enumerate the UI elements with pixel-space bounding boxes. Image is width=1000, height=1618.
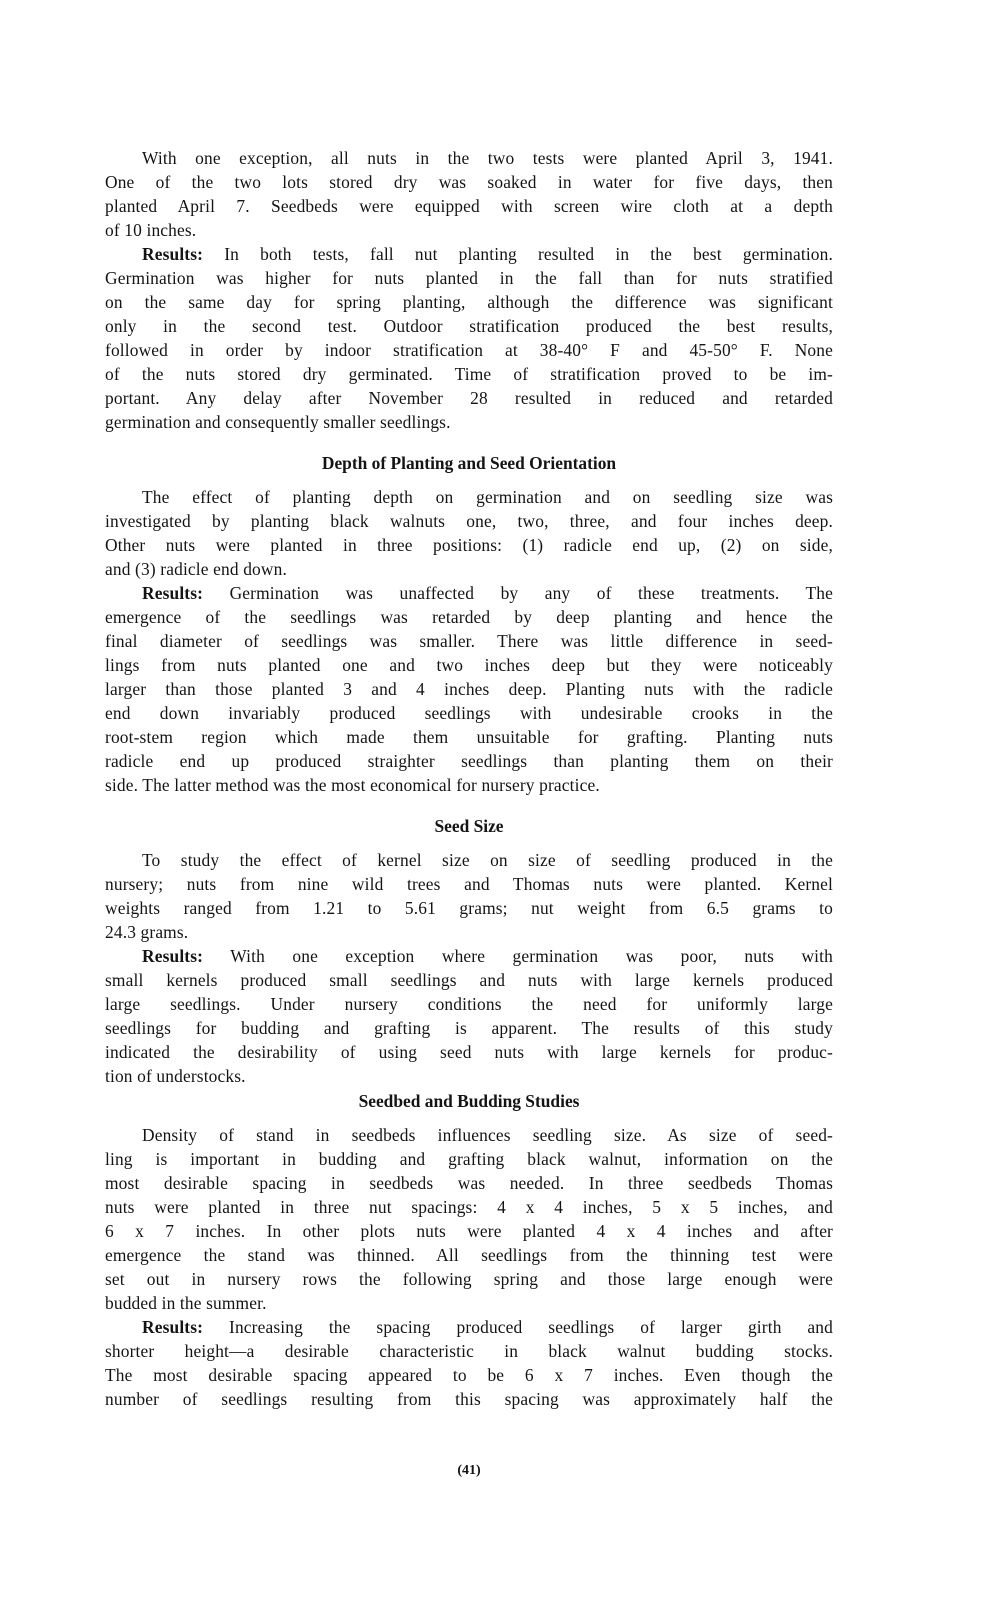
section-heading: Seed Size xyxy=(434,816,504,836)
text-line: seedlings for budding and grafting is apparent. The results of this study xyxy=(105,1018,833,1038)
text-line: 6 x 7 inches. In other plots nuts were planted 4 x 4 inches and after xyxy=(105,1221,833,1241)
text-line: To study the effect of kernel size on size of seedling produced in the xyxy=(142,850,833,870)
text-line: larger than those planted 3 and 4 inches deep. Planting nuts with the radicle xyxy=(105,679,833,699)
text-line: side. The latter method was the most economical for nursery practice. xyxy=(105,775,600,795)
text-line: small kernels produced small seedlings and nuts with large kernels produced xyxy=(105,970,833,990)
text-line: nursery; nuts from nine wild trees and Thomas nuts were planted. Kernel xyxy=(105,874,833,894)
section-heading: Depth of Planting and Seed Orientation xyxy=(321,453,617,473)
text-line: and (3) radicle end down. xyxy=(105,559,287,579)
text-line: radicle end up produced straighter seedlings than planting them on their xyxy=(105,751,833,771)
text-line: With one exception, all nuts in the two tests were planted April 3, 1941. xyxy=(142,148,833,168)
results-label: Results: xyxy=(142,1317,204,1337)
text-line: lings from nuts planted one and two inches deep but they were noticeably xyxy=(105,655,833,675)
text-line: end down invariably produced seedlings with undesirable crooks in the xyxy=(105,703,833,723)
text-line: of the nuts stored dry germinated. Time of stratification proved to be im- xyxy=(105,364,833,384)
text-line: emergence of the seedlings was retarded by deep planting and hence the xyxy=(105,607,833,627)
results-label: Results: xyxy=(142,583,204,603)
text-line: set out in nursery rows the following spring and those large enough were xyxy=(105,1269,833,1289)
text-line: tion of understocks. xyxy=(105,1066,246,1086)
text-line: emergence the stand was thinned. All seedlings from the thinning test were xyxy=(105,1245,833,1265)
text-line: Results: With one exception where germination was poor, nuts with xyxy=(142,946,833,966)
text-line: most desirable spacing in seedbeds was needed. In three seedbeds Thomas xyxy=(105,1173,833,1193)
text-line: weights ranged from 1.21 to 5.61 grams; nut weight from 6.5 grams to xyxy=(105,898,833,918)
text-line: followed in order by indoor stratification at 38-40° F and 45-50° F. None xyxy=(105,340,833,360)
text-line: Density of stand in seedbeds influences seedling size. As size of seed- xyxy=(142,1125,833,1145)
results-label: Results: xyxy=(142,946,204,966)
text-line: Results: Increasing the spacing produced seedlings of larger girth and xyxy=(142,1317,833,1337)
text-line: final diameter of seedlings was smaller. There was little difference in seed- xyxy=(105,631,833,651)
text-line: investigated by planting black walnuts one, two, three, and four inches deep. xyxy=(105,511,833,531)
text-line: portant. Any delay after November 28 resulted in reduced and retarded xyxy=(105,388,833,408)
text-line: nuts were planted in three nut spacings: 4 x 4 inches, 5 x 5 inches, and xyxy=(105,1197,833,1217)
text-line: shorter height—a desirable characteristic in black walnut budding stocks. xyxy=(105,1341,833,1361)
results-label: Results: xyxy=(142,244,204,264)
text-line: root-stem region which made them unsuitable for grafting. Planting nuts xyxy=(105,727,833,747)
text-line: budded in the summer. xyxy=(105,1293,267,1313)
text-line: Germination was higher for nuts planted in the fall than for nuts stratified xyxy=(105,268,833,288)
text-line: of 10 inches. xyxy=(105,220,197,240)
text-line: indicated the desirability of using seed nuts with large kernels for produc- xyxy=(105,1042,833,1062)
text-line: Results: Germination was unaffected by any of these treatments. The xyxy=(142,583,833,603)
text-line: 24.3 grams. xyxy=(105,922,189,942)
text-line: ling is important in budding and grafting black walnut, information on the xyxy=(105,1149,833,1169)
text-line: The effect of planting depth on germination and on seedling size was xyxy=(142,487,833,507)
text-line: germination and consequently smaller seedlings. xyxy=(105,412,451,432)
text-line: only in the second test. Outdoor stratification produced the best results, xyxy=(105,316,833,336)
text-line: One of the two lots stored dry was soaked in water for five days, then xyxy=(105,172,833,192)
text-line: The most desirable spacing appeared to be 6 x 7 inches. Even though the xyxy=(105,1365,833,1385)
text-line: on the same day for spring planting, although the difference was significant xyxy=(105,292,833,312)
section-heading: Seedbed and Budding Studies xyxy=(358,1091,580,1111)
text-line: Results: In both tests, fall nut planting resulted in the best germination. xyxy=(142,244,833,264)
text-line: number of seedlings resulting from this spacing was approximately half the xyxy=(105,1389,833,1409)
page-number: (41) xyxy=(457,1463,481,1478)
text-line: Other nuts were planted in three positions: (1) radicle end up, (2) on side, xyxy=(105,535,833,555)
text-line: planted April 7. Seedbeds were equipped with screen wire cloth at a depth xyxy=(105,196,833,216)
text-line: large seedlings. Under nursery conditions the need for uniformly large xyxy=(105,994,833,1014)
